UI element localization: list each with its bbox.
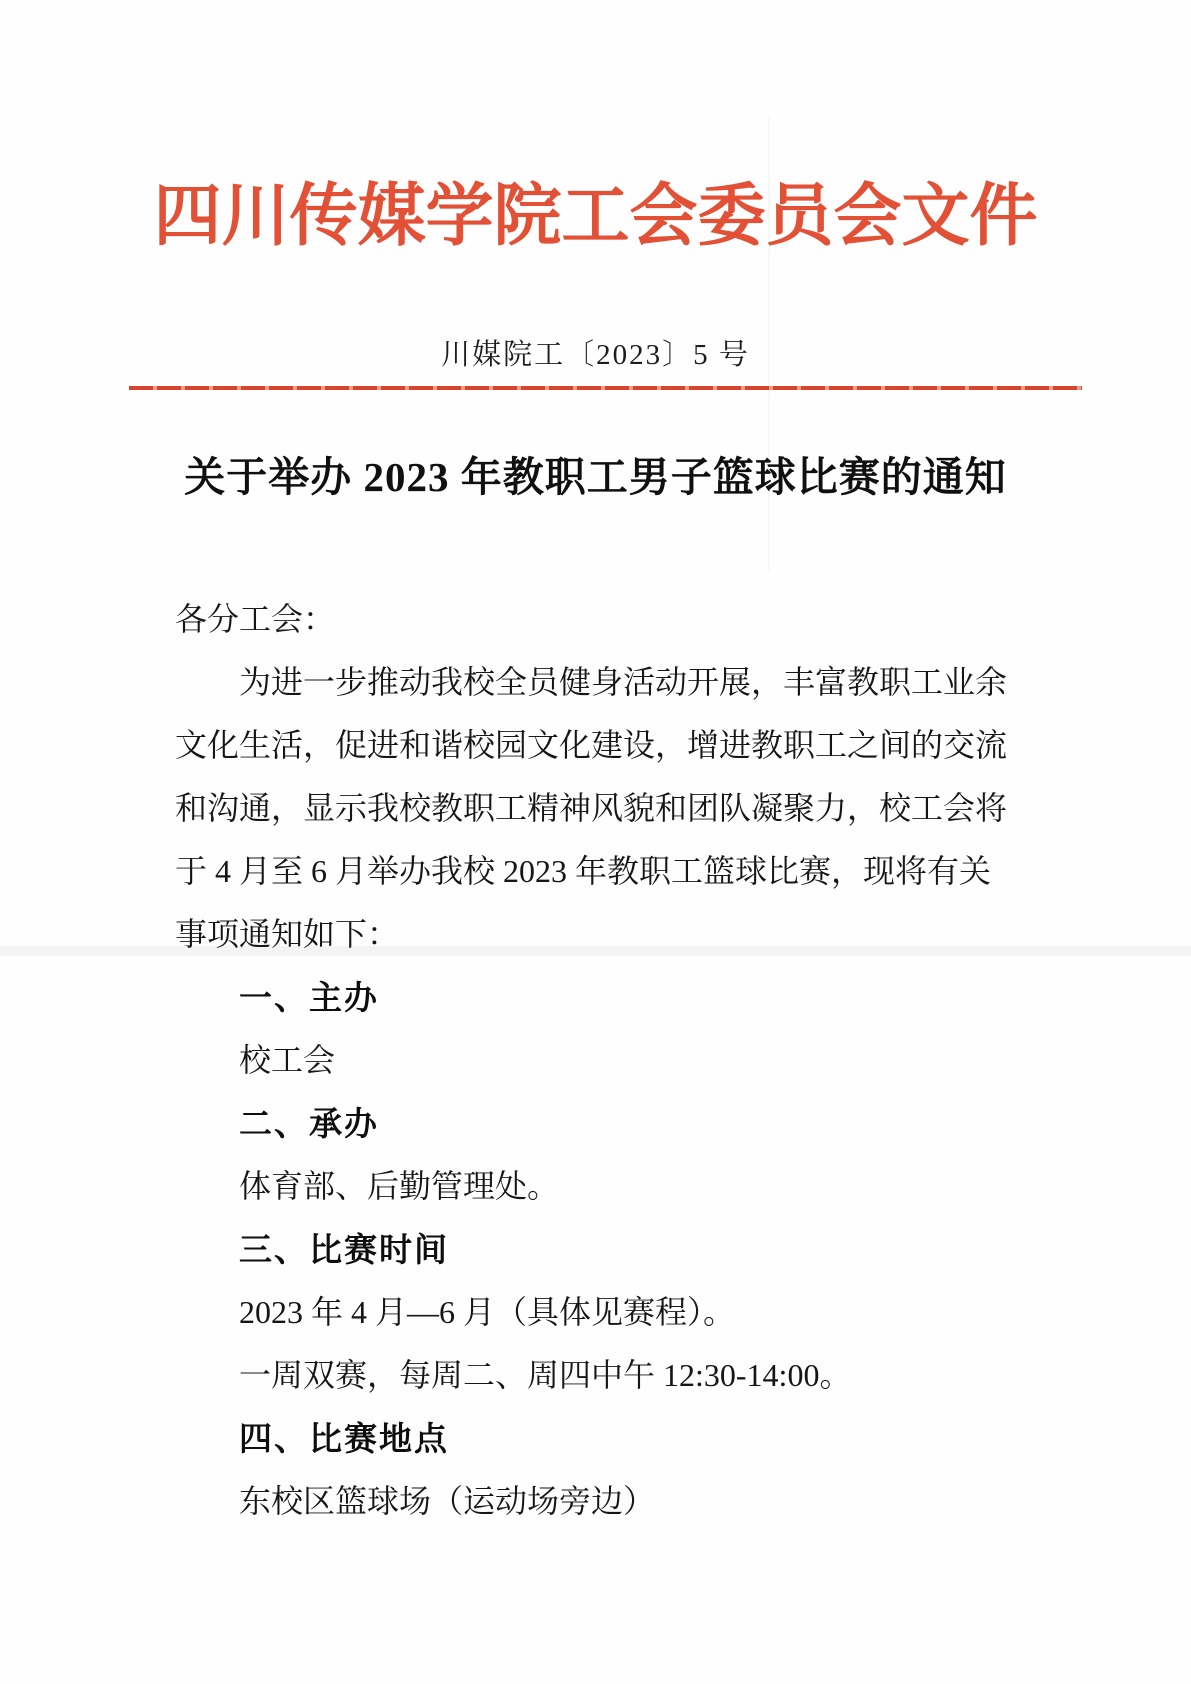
section-content-line: 东校区篮球场（运动场旁边）	[239, 1483, 656, 1519]
paragraph-line: 为进一步推动我校全员健身活动开展，丰富教职工业余	[239, 664, 1008, 700]
salutation: 各分工会：	[175, 601, 336, 637]
document-body	[175, 588, 1007, 1533]
section-content-line: 体育部、后勤管理处。	[239, 1168, 560, 1204]
section-heading-undertaker: 二、承办	[239, 1105, 379, 1142]
notice-title: 关于举办 2023 年教职工男子篮球比赛的通知	[184, 454, 1007, 500]
section-content-line: 2023 年 4 月—6 月（具体见赛程）。	[239, 1294, 736, 1330]
section-heading-organizer: 一、主办	[239, 979, 379, 1016]
section-content-line: 校工会	[239, 1042, 336, 1078]
paragraph-line: 事项通知如下：	[175, 916, 400, 952]
doc-number: 川媒院工〔2023〕5 号	[441, 339, 750, 371]
red-header-title: 四川传媒学院工会委员会文件	[153, 178, 1038, 254]
section-heading-time: 三、比赛时间	[239, 1231, 449, 1268]
paragraph-line: 文化生活，促进和谐校园文化建设，增进教职工之间的交流	[175, 727, 1008, 763]
section-heading-location: 四、比赛地点	[239, 1420, 449, 1457]
paragraph-line: 于 4 月至 6 月举办我校 2023 年教职工篮球比赛，现将有关	[175, 853, 992, 889]
paragraph-line: 和沟通，显示我校教职工精神风貌和团队凝聚力，校工会将	[175, 790, 1008, 826]
section-content-line: 一周双赛，每周二、周四中午 12:30-14:00。	[239, 1357, 852, 1393]
red-divider-line	[129, 386, 1082, 390]
